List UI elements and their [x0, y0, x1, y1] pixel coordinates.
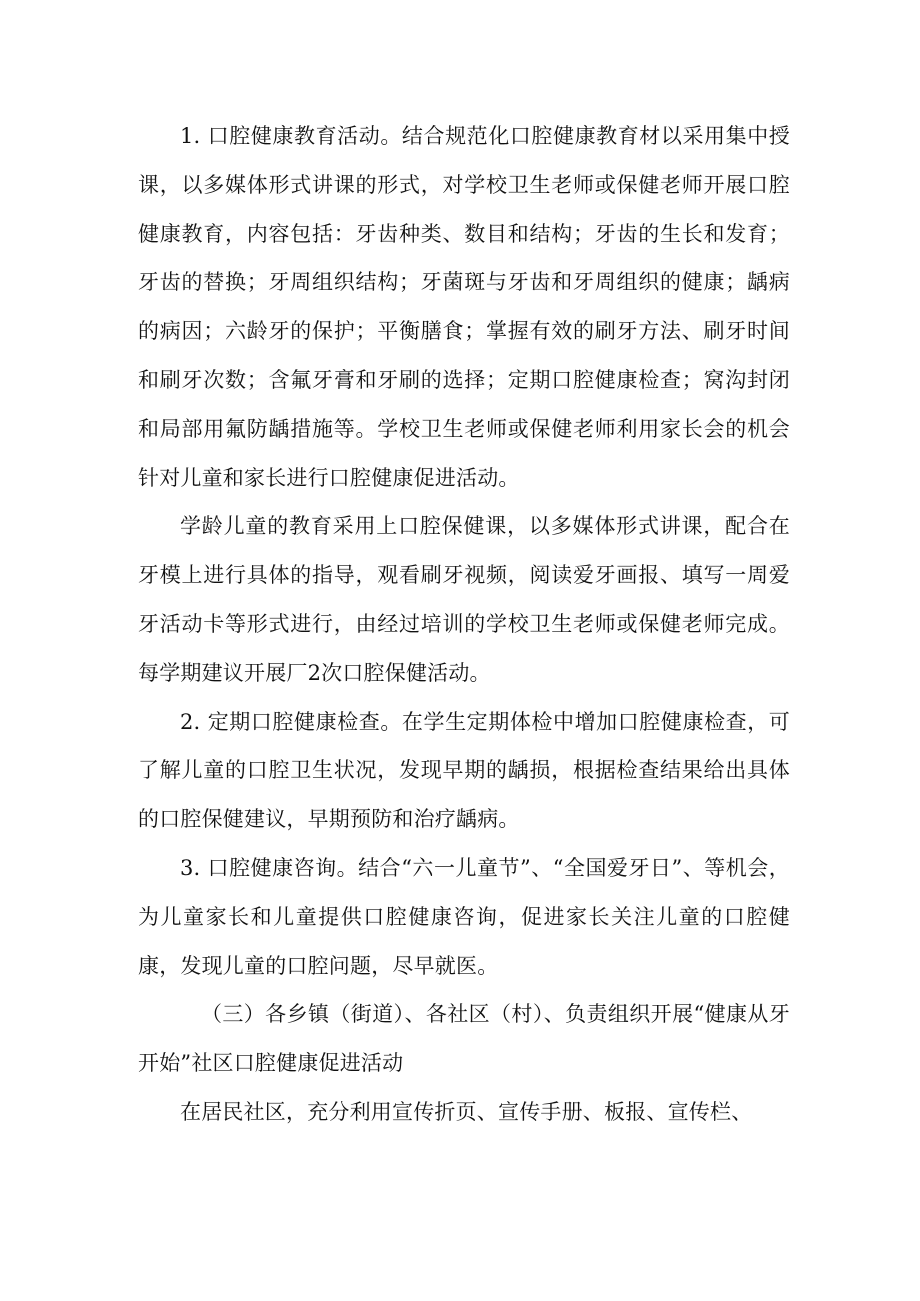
paragraph-oral-health-education: 1. 口腔健康教育活动。结合规范化口腔健康教育材以采用集中授课，以多媒体形式讲课的形式，对学校卫生老师或保健老师开展口腔健康教育，内容包括：牙齿种类、数目和结构；牙齿的生长和发育；牙齿的替换；牙周组织结构；牙菌斑与牙齿和牙周组织的健康；龋病的病因；六龄牙的保护；平衡膳食；掌握有效的刷牙方法、刷牙时间和刷牙次数；含氟牙膏和牙刷的选择；定期口腔健康检查；窝沟封闭和局部用氟防龋措施等。学校卫生老师或保健老师利用家长会的机会针对儿童和家长进行口腔健康促进活动。 [138, 124, 790, 490]
paragraph-health-consultation: 3. 口腔健康咨询。结合“六一儿童节”、“全国爱牙日”、等机会，为儿童家长和儿童提供口腔健康咨询，促进家长关注儿童的口腔健康，发现儿童的口腔问题，尽早就医。 [138, 855, 790, 978]
paragraph-regular-checkup: 2. 定期口腔健康检查。在学生定期体检中增加口腔健康检查，可了解儿童的口腔卫生状况，发现早期的龋损，根据检查结果给出具体的口腔保健建议，早期预防和治疗龋病。 [138, 709, 790, 832]
paragraph-community-promotion: 在居民社区，充分利用宣传折页、宣传手册、板报、宣传栏、 [180, 1099, 753, 1124]
paragraph-school-children-education: 学龄儿童的教育采用上口腔保健课，以多媒体形式讲课，配合在牙模上进行具体的指导，观看刷牙视频，阅读爱牙画报、填写一周爱牙活动卡等形式进行，由经过培训的学校卫生老师或保健老师完成。每学期建议开展厂2次口腔保健活动。 [138, 514, 790, 685]
section-heading-community: （三）各乡镇（街道）、各社区（村）、负责组织开展“健康从牙开始”社区口腔健康促进活动 [138, 1002, 790, 1076]
document-body [138, 112, 790, 1137]
